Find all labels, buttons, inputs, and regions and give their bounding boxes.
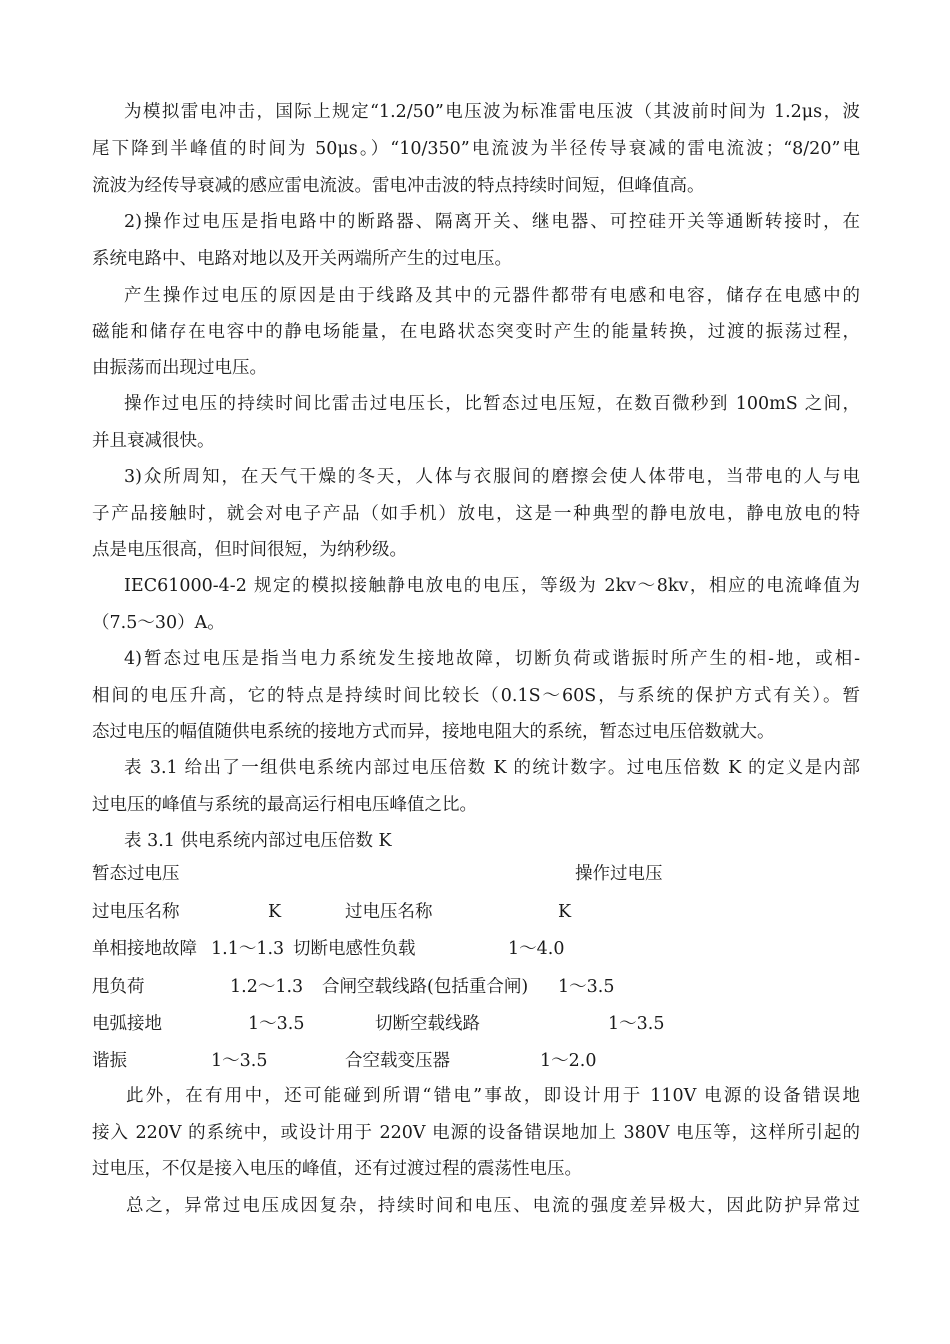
table-cell: 电弧接地 <box>92 1014 162 1034</box>
table-cell: 切断空载线路 <box>375 1014 480 1034</box>
table-cell: 合空载变压器 <box>345 1051 450 1071</box>
paragraph-line: 过电压，不仅是接入电压的峰值，还有过渡过程的震荡性电压。 <box>92 1159 582 1179</box>
table-cell: 合闸空载线路(包括重合闸) <box>322 977 529 997</box>
table-cell: 谐振 <box>92 1051 127 1071</box>
paragraph-line: 由振荡而出现过电压。 <box>92 358 267 378</box>
paragraph-line: 产生操作过电压的原因是由于线路及其中的元器件都带有电感和电容，储存在电感中的 <box>124 286 860 306</box>
table-cell: 甩负荷 <box>92 977 145 997</box>
paragraph-line: （7.5～30）A。 <box>92 613 225 633</box>
table-cell: 1～2.0 <box>540 1051 597 1071</box>
paragraph-line: 此外，在有用中，还可能碰到所谓“错电”事故，即设计用于 110V 电源的设备错误地 <box>126 1086 860 1106</box>
paragraph-line: 为模拟雷电冲击，国际上规定“1.2/50”电压波为标准雷电压波（其波前时间为 1.2μs，波 <box>124 102 860 122</box>
table-cell: 1～3.5 <box>248 1014 305 1034</box>
table-cell: 单相接地故障 <box>92 939 197 959</box>
table-header-cell: 过电压名称 <box>92 902 180 922</box>
paragraph-line: 子产品接触时，就会对电子产品（如手机）放电，这是一种典型的静电放电，静电放电的特 <box>92 504 860 524</box>
paragraph-line: 2)操作过电压是指电路中的断路器、隔离开关、继电器、可控硅开关等通断转接时，在 <box>124 212 860 232</box>
paragraph-line: 3)众所周知，在天气干燥的冬天，人体与衣服间的磨擦会使人体带电，当带电的人与电 <box>124 467 860 487</box>
table-header-cell: K <box>268 902 282 922</box>
paragraph-line: IEC61000-4-2 规定的模拟接触静电放电的电压，等级为 2kv～8kv，相应的电流峰值为 <box>124 576 860 596</box>
table-header-cell: K <box>558 902 572 922</box>
table-cell: 1～3.5 <box>608 1014 665 1034</box>
paragraph-line: 相间的电压升高，它的特点是持续时间比较长（0.1S～60S，与系统的保护方式有关）。暂 <box>92 686 860 706</box>
table-cell: 切断电感性负载 <box>293 939 416 959</box>
paragraph-line: 态过电压的幅值随供电系统的接地方式而异，接地电阻大的系统，暂态过电压倍数就大。 <box>92 722 775 742</box>
table-cell: 1.1～1.3 <box>211 939 285 959</box>
table-cell: 1.2～1.3 <box>230 977 304 997</box>
paragraph-line: 点是电压很高，但时间很短，为纳秒级。 <box>92 540 407 560</box>
paragraph-line: 表 3.1 给出了一组供电系统内部过电压倍数 K 的统计数字。过电压倍数 K 的定义是内部 <box>124 758 860 778</box>
table-cell: 1～4.0 <box>508 939 565 959</box>
paragraph-line: 流波为经传导衰减的感应雷电流波。雷电冲击波的特点持续时间短，但峰值高。 <box>92 176 705 196</box>
paragraph-line: 过电压的峰值与系统的最高运行相电压峰值之比。 <box>92 795 477 815</box>
table-group-header: 操作过电压 <box>575 864 663 884</box>
paragraph-line: 接入 220V 的系统中，或设计用于 220V 电源的设备错误地加上 380V 电压等，这样所引起的 <box>92 1123 860 1143</box>
table-group-header: 暂态过电压 <box>92 864 180 884</box>
paragraph-line: 并且衰减很快。 <box>92 431 215 451</box>
table-cell: 1～3.5 <box>558 977 615 997</box>
table-header-cell: 过电压名称 <box>345 902 433 922</box>
paragraph-line: 操作过电压的持续时间比雷击过电压长，比暂态过电压短，在数百微秒到 100mS 之间， <box>124 394 860 414</box>
table-caption: 表 3.1 供电系统内部过电压倍数 K <box>124 831 392 851</box>
table-cell: 1～3.5 <box>211 1051 268 1071</box>
paragraph-line: 系统电路中、电路对地以及开关两端所产生的过电压。 <box>92 249 512 269</box>
paragraph-line: 磁能和储存在电容中的静电场能量，在电路状态突变时产生的能量转换，过渡的振荡过程， <box>92 322 860 342</box>
paragraph-line: 总之，异常过电压成因复杂，持续时间和电压、电流的强度差异极大，因此防护异常过 <box>126 1196 860 1216</box>
paragraph-line: 尾下降到半峰值的时间为 50μs。）“10/350”电流波为半径传导衰减的雷电流波；“8/20”电 <box>92 139 860 159</box>
paragraph-line: 4)暂态过电压是指当电力系统发生接地故障，切断负荷或谐振时所产生的相-地，或相- <box>124 649 860 669</box>
